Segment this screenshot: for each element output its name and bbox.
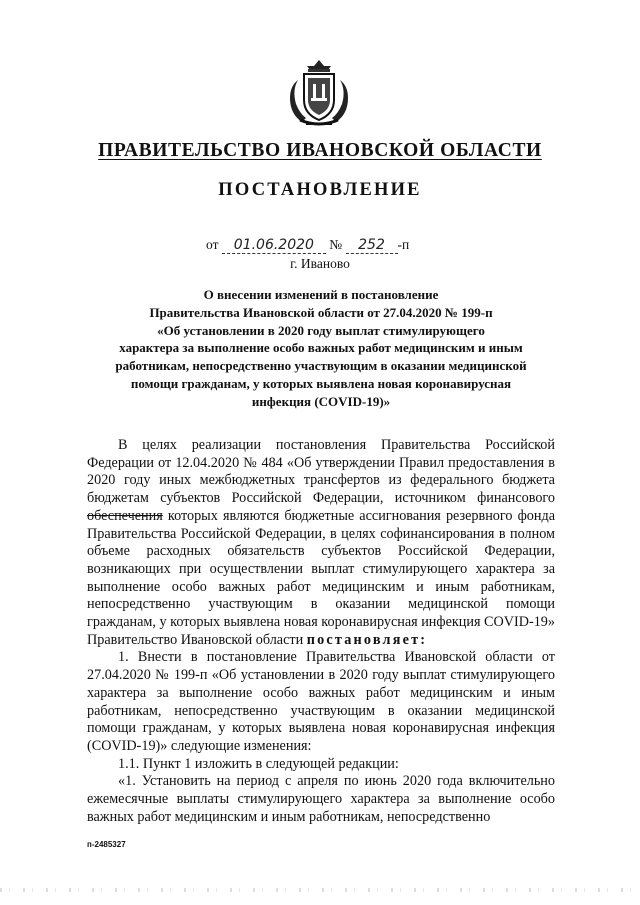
resolves-keyword: постановляет: [306, 631, 428, 648]
handwritten-number: 252 [346, 237, 398, 254]
document-body [87, 437, 555, 826]
document-subject [106, 286, 536, 411]
subject-line: Правительства Ивановской области от 27.04.2020 № 199-п [149, 304, 493, 320]
preamble-text: которых являются бюджетные ассигнования резервного фонда Правительства Российской Федерации, в целях софинансирования в полном объеме расходных обязательств субъектов Российской Федерации, возникающих при осуществлении выплат стимулирующего характера за выполнение особо важных работ медицинским и иным работникам, непосредственно участвующим в оказании медицинской помощи гражданам, у которых выявлена новая коронавирусная инфекция COVID-19» Правительство Ивановской области [87, 507, 555, 648]
struck-word: обеспечения [87, 507, 163, 524]
number-sign: № [329, 237, 343, 252]
subject-line: О внесении изменений в постановление [203, 287, 439, 302]
document-code: п-2485327 [87, 840, 126, 849]
coat-of-arms-icon [286, 58, 352, 128]
document-type: ПОСТАНОВЛЕНИЕ [218, 180, 422, 200]
handwritten-date: 01.06.2020 [222, 237, 326, 254]
preamble-text: В целях реализации постановления Правительства Российской Федерации от 12.04.2020 № 484 «Об утверждении Правил предоставления в 2020 году иных межбюджетных трансфертов из федерального бюджета бюджетам субъектов Российской Федерации, источником финансового [87, 437, 555, 507]
subject-line: работникам, непосредственно участвующим в оказании медицинской [115, 358, 527, 374]
subject-line: инфекция (COVID-19)» [251, 393, 391, 409]
number-suffix: -п [397, 237, 410, 252]
date-number-line [206, 237, 409, 254]
item-1-1-paragraph: 1.1. Пункт 1 изложить в следующей редакции: [118, 755, 399, 772]
subject-line: характера за выполнение особо важных работ медицинским и иным [119, 340, 523, 356]
item-1-paragraph: 1. Внести в постановление Правительства Ивановской области от 27.04.2020 № 199-п «Об установлении в 2020 году выплат стимулирующего характера за выполнение особо важных работ медицинским и иным работникам, непосредственно участвующим в оказании медицинской помощи гражданам, у которых выявлена новая коронавирусная инфекция (COVID-19)» следующие изменения: [87, 649, 555, 754]
preamble-paragraph [87, 437, 555, 649]
city: г. Иваново [290, 256, 350, 271]
quoted-paragraph: «1. Установить на период с апреля по июнь 2020 года включительно ежемесячные выплаты стимулирующего характера за выполнение особо важных работ медицинским и иным работникам, непосредственно [87, 773, 555, 825]
government-title: ПРАВИТЕЛЬСТВО ИВАНОВСКОЙ ОБЛАСТИ [98, 140, 542, 161]
date-prefix: от [206, 237, 219, 252]
subject-line: «Об установлении в 2020 году выплат стимулирующего [157, 322, 485, 338]
subject-line: помощи гражданам, у которых выявлена новая коронавирусная [130, 375, 512, 391]
scan-artifact [0, 888, 640, 892]
